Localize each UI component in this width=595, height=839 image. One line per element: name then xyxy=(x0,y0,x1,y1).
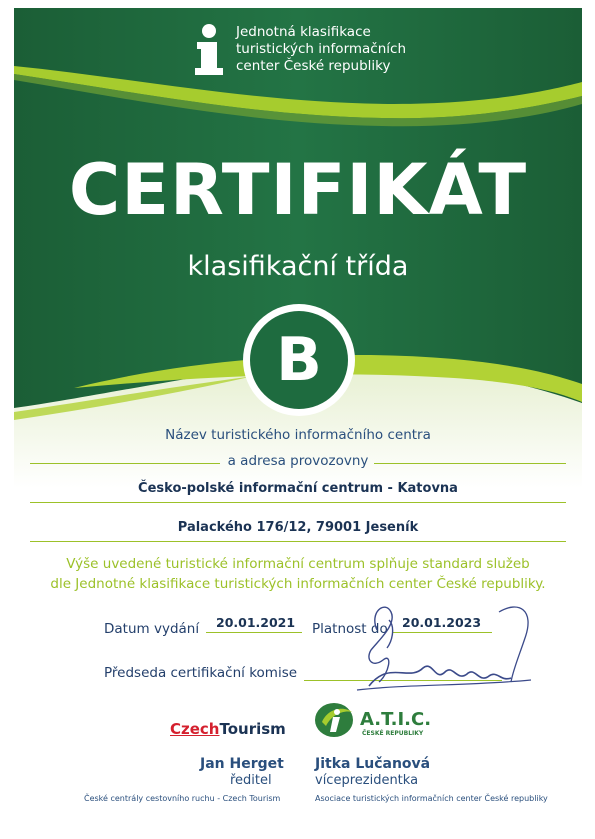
right-signatory-name: Jitka Lučanová xyxy=(315,756,431,772)
header-line: turistických informačních xyxy=(236,41,407,57)
center-label-line1: Název turistického informačního centra xyxy=(165,427,431,443)
left-signatory-role: ředitel xyxy=(230,773,272,788)
divider xyxy=(374,463,566,464)
valid-until-label: Platnost do xyxy=(312,621,388,637)
divider xyxy=(206,632,302,633)
issue-date-value: 20.01.2021 xyxy=(216,615,296,630)
info-icon xyxy=(191,24,227,76)
czechtourism-logo xyxy=(170,720,286,738)
center-label-line2: a adresa provozovny xyxy=(227,453,369,469)
grade-letter: B xyxy=(276,325,322,395)
header-text xyxy=(236,24,406,75)
committee-label: Předseda certifikační komise xyxy=(104,665,298,681)
atic-logo-subtext: ČESKÉ REPUBLIKY xyxy=(362,730,424,737)
grade-badge xyxy=(243,304,355,416)
header-line: center České republiky xyxy=(236,58,391,74)
valid-until-value: 20.01.2023 xyxy=(402,615,482,630)
left-signatory-org: České centrály cestovního ruchu - Czech Tourism xyxy=(84,794,281,803)
certificate-sheet xyxy=(14,8,582,835)
statement-line2: dle Jednotné klasifikace turistických informačních center České republiky. xyxy=(50,576,546,592)
center-name: Česko-polské informační centrum - Katovna xyxy=(138,481,458,496)
atic-logo-text: A.T.I.C. xyxy=(360,709,432,730)
right-signatory-org: Asociace turistických informačních center České republiky xyxy=(315,794,548,803)
logo-tourism: Tourism xyxy=(219,720,286,738)
issue-date-label: Datum vydání xyxy=(104,621,200,637)
atic-logo-icon xyxy=(314,700,358,738)
divider xyxy=(30,502,566,503)
certificate-background xyxy=(14,8,582,835)
divider xyxy=(30,541,566,542)
signature-image xyxy=(349,590,539,700)
center-address: Palackého 176/12, 79001 Jeseník xyxy=(177,520,419,535)
header-line: Jednotná klasifikace xyxy=(236,24,371,40)
statement-line1: Výše uvedené turistické informační centrum splňuje standard služeb xyxy=(66,556,530,572)
certificate-title: CERTIFIKÁT xyxy=(68,149,528,231)
right-signatory-role: víceprezidentka xyxy=(315,773,419,788)
logo-czech: Czech xyxy=(170,720,220,738)
certificate-subtitle: klasifikační třída xyxy=(187,251,409,282)
left-signatory-name: Jan Herget xyxy=(200,756,284,772)
